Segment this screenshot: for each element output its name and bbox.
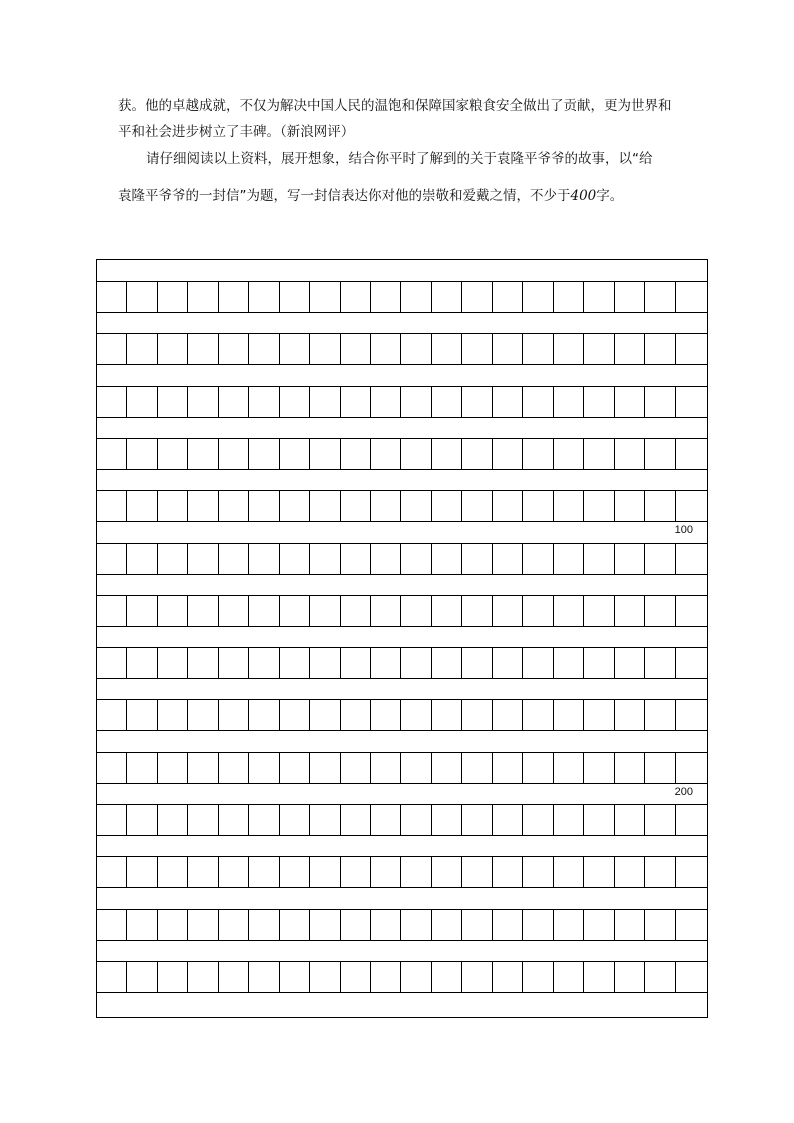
word-count-number: 400: [570, 188, 597, 204]
grid-cell[interactable]: [402, 753, 432, 783]
grid-row[interactable]: [97, 752, 707, 784]
grid-cell[interactable]: [462, 282, 492, 312]
grid-cell[interactable]: [584, 387, 614, 417]
grid-cell[interactable]: [432, 910, 462, 940]
grid-cell[interactable]: [402, 282, 432, 312]
grid-cell[interactable]: [615, 962, 645, 992]
grid-cell[interactable]: [493, 857, 523, 887]
grid-cell[interactable]: [615, 805, 645, 835]
grid-cell[interactable]: [462, 857, 492, 887]
grid-cell[interactable]: [280, 805, 310, 835]
grid-cell[interactable]: [371, 805, 401, 835]
grid-cell[interactable]: [158, 910, 188, 940]
prompt-line-1: 请仔细阅读以上资料，展开想象，结合你平时了解到的关于袁隆平爷爷的故事，以“给: [146, 151, 653, 167]
grid-cell[interactable]: [402, 491, 432, 521]
grid-cell[interactable]: [341, 282, 371, 312]
grid-cell[interactable]: [645, 805, 675, 835]
grid-cell[interactable]: [280, 439, 310, 469]
grid-cell[interactable]: [402, 439, 432, 469]
prompt-line-2: 袁隆平爷爷的一封信”为题，写一封信表达你对他的崇敬和爱戴之情，不少于400字。: [118, 188, 624, 204]
grid-cell[interactable]: [584, 805, 614, 835]
grid-cell[interactable]: [219, 648, 249, 678]
grid-row[interactable]: [97, 543, 707, 575]
grid-cell[interactable]: [97, 962, 127, 992]
grid-cell[interactable]: [371, 857, 401, 887]
grid-row[interactable]: [97, 961, 707, 993]
grid-cell[interactable]: [97, 387, 127, 417]
grid-cell[interactable]: [280, 334, 310, 364]
grid-row[interactable]: [97, 281, 707, 313]
grid-cell[interactable]: [462, 491, 492, 521]
grid-cell[interactable]: [188, 387, 218, 417]
grid-cell[interactable]: [523, 544, 553, 574]
grid-cell[interactable]: [432, 491, 462, 521]
grid-cell[interactable]: [310, 700, 340, 730]
grid-cell[interactable]: [310, 334, 340, 364]
grid-cell[interactable]: [615, 491, 645, 521]
grid-cell[interactable]: [310, 491, 340, 521]
grid-cell[interactable]: [615, 282, 645, 312]
grid-cell[interactable]: [97, 753, 127, 783]
grid-cell[interactable]: [127, 857, 157, 887]
grid-cell[interactable]: [371, 282, 401, 312]
grid-cell[interactable]: [554, 962, 584, 992]
grid-cell[interactable]: [127, 700, 157, 730]
grid-cell[interactable]: [280, 491, 310, 521]
grid-cell[interactable]: [188, 753, 218, 783]
grid-cell[interactable]: [493, 544, 523, 574]
grid-cell[interactable]: [219, 491, 249, 521]
grid-cell[interactable]: [615, 648, 645, 678]
grid-cell[interactable]: [249, 962, 279, 992]
grid-cell[interactable]: [584, 596, 614, 626]
grid-cell[interactable]: [310, 857, 340, 887]
grid-cell[interactable]: [97, 282, 127, 312]
grid-cell[interactable]: [249, 910, 279, 940]
writing-prompt: [118, 146, 683, 210]
grid-cell[interactable]: [127, 962, 157, 992]
grid-cell[interactable]: [341, 805, 371, 835]
grid-cell[interactable]: [493, 387, 523, 417]
grid-cell[interactable]: [615, 596, 645, 626]
grid-cell[interactable]: [188, 805, 218, 835]
grid-cell[interactable]: [645, 387, 675, 417]
grid-cell[interactable]: [402, 648, 432, 678]
grid-cell[interactable]: [158, 648, 188, 678]
grid-cell[interactable]: [188, 334, 218, 364]
grid-cell[interactable]: [158, 805, 188, 835]
grid-row[interactable]: [97, 438, 707, 470]
grid-cell[interactable]: [584, 282, 614, 312]
grid-cell[interactable]: [249, 805, 279, 835]
grid-cell[interactable]: [249, 753, 279, 783]
grid-cell[interactable]: [158, 700, 188, 730]
grid-cell[interactable]: [97, 805, 127, 835]
grid-cell[interactable]: [341, 387, 371, 417]
grid-cell[interactable]: [97, 700, 127, 730]
grid-cell[interactable]: [493, 910, 523, 940]
grid-cell[interactable]: [554, 387, 584, 417]
grid-cell[interactable]: [188, 910, 218, 940]
grid-cell[interactable]: [341, 544, 371, 574]
grid-cell[interactable]: [523, 648, 553, 678]
grid-cell[interactable]: [432, 439, 462, 469]
grid-cell[interactable]: [432, 700, 462, 730]
character-count-label: 100: [674, 524, 693, 537]
grid-cell[interactable]: [554, 282, 584, 312]
grid-cell[interactable]: [249, 857, 279, 887]
grid-cell[interactable]: [523, 805, 553, 835]
grid-cell[interactable]: [280, 857, 310, 887]
grid-cell[interactable]: [462, 387, 492, 417]
grid-cell[interactable]: [219, 596, 249, 626]
grid-cell[interactable]: [127, 544, 157, 574]
grid-cell[interactable]: [645, 544, 675, 574]
grid-cell[interactable]: [523, 491, 553, 521]
grid-cell[interactable]: [188, 282, 218, 312]
grid-cell[interactable]: [219, 439, 249, 469]
grid-cell[interactable]: [310, 910, 340, 940]
grid-row[interactable]: [97, 856, 707, 888]
grid-cell[interactable]: [219, 910, 249, 940]
grid-cell[interactable]: [554, 596, 584, 626]
grid-cell[interactable]: [280, 596, 310, 626]
grid-cell[interactable]: [432, 334, 462, 364]
grid-cell[interactable]: [249, 387, 279, 417]
grid-cell[interactable]: [280, 753, 310, 783]
grid-cell[interactable]: [645, 857, 675, 887]
grid-cell[interactable]: [219, 857, 249, 887]
grid-cell[interactable]: [402, 857, 432, 887]
grid-cell[interactable]: [97, 544, 127, 574]
grid-cell[interactable]: [523, 439, 553, 469]
grid-cell[interactable]: [371, 753, 401, 783]
grid-cell[interactable]: [219, 805, 249, 835]
grid-cell[interactable]: [280, 544, 310, 574]
grid-cell[interactable]: [158, 334, 188, 364]
grid-cell[interactable]: [462, 962, 492, 992]
grid-cell[interactable]: [584, 857, 614, 887]
grid-cell[interactable]: [219, 282, 249, 312]
grid-cell[interactable]: [493, 439, 523, 469]
grid-cell[interactable]: [188, 596, 218, 626]
grid-cell[interactable]: [127, 910, 157, 940]
grid-cell[interactable]: [584, 753, 614, 783]
grid-cell[interactable]: [249, 282, 279, 312]
grid-cell[interactable]: [158, 282, 188, 312]
grid-cell[interactable]: [432, 387, 462, 417]
grid-cell[interactable]: [615, 439, 645, 469]
grid-cell[interactable]: [493, 334, 523, 364]
grid-cell[interactable]: [280, 962, 310, 992]
grid-cell[interactable]: [554, 857, 584, 887]
grid-cell[interactable]: [493, 282, 523, 312]
grid-cell[interactable]: [493, 596, 523, 626]
grid-cell[interactable]: [371, 700, 401, 730]
grid-cell[interactable]: [615, 753, 645, 783]
grid-cell[interactable]: [493, 648, 523, 678]
grid-cell[interactable]: [249, 700, 279, 730]
grid-cell[interactable]: [97, 491, 127, 521]
grid-cell[interactable]: [523, 596, 553, 626]
grid-cell[interactable]: [127, 805, 157, 835]
grid-cell[interactable]: [127, 491, 157, 521]
grid-cell[interactable]: [97, 334, 127, 364]
grid-cell[interactable]: [645, 753, 675, 783]
grid-cell[interactable]: [341, 439, 371, 469]
grid-cell[interactable]: [127, 648, 157, 678]
grid-cell[interactable]: [127, 753, 157, 783]
grid-cell[interactable]: [645, 700, 675, 730]
grid-cell[interactable]: [158, 596, 188, 626]
grid-cell[interactable]: [371, 544, 401, 574]
grid-cell[interactable]: [615, 544, 645, 574]
grid-cell[interactable]: [310, 282, 340, 312]
grid-cell[interactable]: [97, 596, 127, 626]
passage-paragraph: 获。他的卓越成就，不仅为解决中国人民的温饱和保障国家粮食安全做出了贡献，更为世界和平和社会进步树立了丰碑。（新浪网评）: [118, 98, 672, 140]
grid-cell[interactable]: [554, 700, 584, 730]
grid-cell[interactable]: [310, 753, 340, 783]
grid-cell[interactable]: [615, 334, 645, 364]
grid-cell[interactable]: [341, 857, 371, 887]
grid-cell[interactable]: [584, 700, 614, 730]
grid-cell[interactable]: [523, 387, 553, 417]
composition-answer-grid[interactable]: [96, 259, 708, 1018]
grid-cell[interactable]: [219, 387, 249, 417]
grid-cell[interactable]: [584, 491, 614, 521]
grid-cell[interactable]: [402, 700, 432, 730]
grid-cell[interactable]: [462, 439, 492, 469]
grid-cell[interactable]: [554, 753, 584, 783]
grid-cell[interactable]: [188, 700, 218, 730]
grid-row[interactable]: [97, 804, 707, 836]
grid-cell[interactable]: [432, 805, 462, 835]
grid-cell[interactable]: [523, 962, 553, 992]
grid-cell[interactable]: [402, 334, 432, 364]
grid-cell[interactable]: [432, 282, 462, 312]
grid-cell[interactable]: [371, 962, 401, 992]
grid-cell[interactable]: [280, 648, 310, 678]
grid-row[interactable]: [97, 595, 707, 627]
grid-cell[interactable]: [523, 857, 553, 887]
grid-cell[interactable]: [462, 648, 492, 678]
grid-cell[interactable]: [645, 910, 675, 940]
grid-cell[interactable]: [219, 962, 249, 992]
grid-cell[interactable]: [584, 962, 614, 992]
grid-cell[interactable]: [493, 962, 523, 992]
grid-cell[interactable]: [219, 334, 249, 364]
grid-cell[interactable]: [371, 387, 401, 417]
grid-cell[interactable]: [249, 596, 279, 626]
grid-cell[interactable]: [645, 596, 675, 626]
character-count-label: 200: [674, 785, 693, 798]
grid-cell[interactable]: [310, 439, 340, 469]
grid-cell[interactable]: [188, 648, 218, 678]
grid-cell[interactable]: [493, 700, 523, 730]
grid-cell[interactable]: [554, 334, 584, 364]
grid-cell[interactable]: [249, 648, 279, 678]
grid-cell[interactable]: [432, 857, 462, 887]
grid-cell[interactable]: [219, 544, 249, 574]
grid-cell[interactable]: [97, 910, 127, 940]
grid-row[interactable]: [97, 647, 707, 679]
grid-cell[interactable]: [188, 439, 218, 469]
grid-cell[interactable]: [249, 334, 279, 364]
grid-cell[interactable]: [584, 648, 614, 678]
grid-cell[interactable]: [523, 282, 553, 312]
grid-cell[interactable]: [645, 491, 675, 521]
grid-cell[interactable]: [462, 544, 492, 574]
grid-cell[interactable]: [249, 544, 279, 574]
grid-cell[interactable]: [249, 491, 279, 521]
grid-row[interactable]: [97, 699, 707, 731]
grid-cell[interactable]: [188, 962, 218, 992]
grid-cell[interactable]: [127, 439, 157, 469]
grid-cell[interactable]: [402, 805, 432, 835]
grid-cell[interactable]: [188, 491, 218, 521]
grid-cell[interactable]: [97, 648, 127, 678]
grid-cell[interactable]: [310, 596, 340, 626]
grid-cell[interactable]: [493, 753, 523, 783]
grid-row[interactable]: [97, 386, 707, 418]
grid-cell[interactable]: [554, 805, 584, 835]
grid-cell[interactable]: [523, 700, 553, 730]
grid-cell[interactable]: [645, 962, 675, 992]
grid-cell[interactable]: [615, 857, 645, 887]
grid-cell[interactable]: [371, 910, 401, 940]
grid-cell[interactable]: [310, 962, 340, 992]
grid-cell[interactable]: [280, 700, 310, 730]
grid-cell[interactable]: [462, 910, 492, 940]
grid-cell[interactable]: [402, 387, 432, 417]
grid-cell[interactable]: [219, 700, 249, 730]
grid-cell[interactable]: [341, 962, 371, 992]
grid-cell[interactable]: [462, 334, 492, 364]
grid-cell[interactable]: [462, 596, 492, 626]
grid-cell[interactable]: [462, 700, 492, 730]
grid-cell[interactable]: [280, 282, 310, 312]
grid-cell[interactable]: [432, 648, 462, 678]
grid-cell[interactable]: [554, 910, 584, 940]
grid-cell[interactable]: [584, 544, 614, 574]
grid-cell[interactable]: [584, 910, 614, 940]
grid-cell[interactable]: [158, 962, 188, 992]
grid-cell[interactable]: [645, 282, 675, 312]
grid-cell[interactable]: [341, 700, 371, 730]
grid-cell[interactable]: [523, 753, 553, 783]
grid-cell[interactable]: [584, 439, 614, 469]
grid-cell[interactable]: [554, 544, 584, 574]
grid-cell[interactable]: [127, 334, 157, 364]
grid-cell[interactable]: [127, 387, 157, 417]
grid-cell[interactable]: [280, 910, 310, 940]
grid-cell[interactable]: [310, 648, 340, 678]
grid-cell[interactable]: [341, 753, 371, 783]
grid-cell[interactable]: [402, 544, 432, 574]
grid-cell[interactable]: [127, 596, 157, 626]
grid-cell[interactable]: [645, 439, 675, 469]
grid-cell[interactable]: [584, 334, 614, 364]
grid-cell[interactable]: [615, 910, 645, 940]
grid-cell[interactable]: [280, 387, 310, 417]
grid-cell[interactable]: [523, 910, 553, 940]
grid-row[interactable]: [97, 333, 707, 365]
grid-cell[interactable]: [341, 596, 371, 626]
grid-cell[interactable]: [97, 439, 127, 469]
grid-cell[interactable]: [432, 544, 462, 574]
grid-row[interactable]: [97, 490, 707, 522]
grid-cell[interactable]: [554, 439, 584, 469]
grid-cell[interactable]: [432, 596, 462, 626]
grid-cell[interactable]: [310, 387, 340, 417]
grid-cell[interactable]: [341, 334, 371, 364]
grid-row[interactable]: [97, 909, 707, 941]
grid-cell[interactable]: [158, 491, 188, 521]
grid-cell[interactable]: [158, 857, 188, 887]
grid-cell[interactable]: [158, 544, 188, 574]
grid-cell[interactable]: [371, 491, 401, 521]
grid-cell[interactable]: [158, 753, 188, 783]
grid-cell[interactable]: [432, 753, 462, 783]
grid-cell[interactable]: [615, 387, 645, 417]
grid-cell[interactable]: [371, 648, 401, 678]
grid-cell[interactable]: [219, 753, 249, 783]
grid-cell[interactable]: [341, 491, 371, 521]
grid-cell[interactable]: [615, 700, 645, 730]
grid-cell[interactable]: [402, 962, 432, 992]
grid-cell[interactable]: [310, 805, 340, 835]
grid-cell[interactable]: [462, 753, 492, 783]
grid-cell[interactable]: [554, 648, 584, 678]
grid-cell[interactable]: [371, 596, 401, 626]
grid-cell[interactable]: [127, 282, 157, 312]
grid-cell[interactable]: [188, 544, 218, 574]
grid-cell[interactable]: [402, 910, 432, 940]
grid-cell[interactable]: [341, 648, 371, 678]
grid-cell[interactable]: [462, 805, 492, 835]
grid-cell[interactable]: [493, 491, 523, 521]
grid-cell[interactable]: [249, 439, 279, 469]
grid-cell[interactable]: [188, 857, 218, 887]
grid-cell[interactable]: [493, 805, 523, 835]
grid-cell[interactable]: [371, 439, 401, 469]
grid-cell[interactable]: [97, 857, 127, 887]
grid-cell[interactable]: [645, 648, 675, 678]
grid-cell[interactable]: [158, 439, 188, 469]
grid-cell[interactable]: [402, 596, 432, 626]
grid-cell[interactable]: [554, 491, 584, 521]
grid-cell[interactable]: [371, 334, 401, 364]
grid-cell[interactable]: [341, 910, 371, 940]
grid-cell[interactable]: [158, 387, 188, 417]
grid-cell[interactable]: [645, 334, 675, 364]
grid-cell[interactable]: [310, 544, 340, 574]
grid-cell[interactable]: [432, 962, 462, 992]
grid-cell[interactable]: [523, 334, 553, 364]
